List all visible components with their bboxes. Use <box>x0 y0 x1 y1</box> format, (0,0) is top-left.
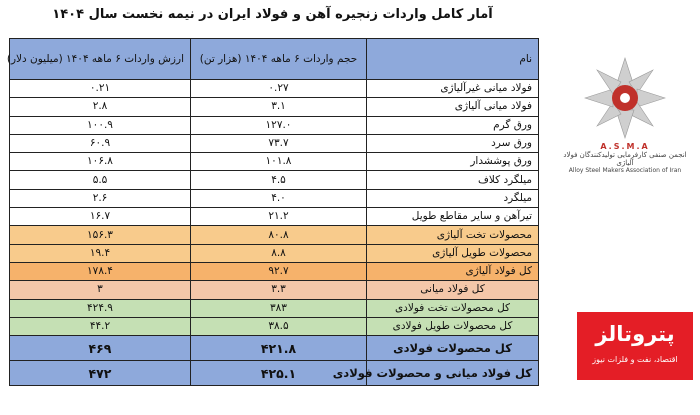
table-row <box>10 98 539 116</box>
table-row <box>10 262 539 280</box>
row-name-cell: کل محصولات فولادی <box>367 336 539 361</box>
table-row <box>10 317 539 335</box>
table-row <box>10 80 539 98</box>
header-volume: حجم واردات ۶ ماهه ۱۴۰۴ (هزار تن) <box>191 39 367 80</box>
asma-name-fa: انجمن صنفی کارفرمایی تولیدکنندگان فولاد آلیاژی <box>563 151 687 167</box>
table-header-row <box>10 39 539 80</box>
table-row <box>10 361 539 386</box>
row-value-cell: ۱۶.۷ <box>10 208 191 226</box>
row-name-cell: ورق پوششدار <box>367 153 539 171</box>
badge-name: پتروتالز <box>595 322 675 346</box>
table-row <box>10 208 539 226</box>
row-name-cell: کل محصولات طویل فولادی <box>367 317 539 335</box>
row-name-cell: کل فولاد آلیاژی <box>367 262 539 280</box>
row-name-cell: محصولات طویل آلیاژی <box>367 244 539 262</box>
row-value-cell: ۴۴.۲ <box>10 317 191 335</box>
asma-caption <box>556 142 694 174</box>
row-volume-cell: ۸۰.۸ <box>191 226 367 244</box>
row-volume-cell: ۴.۵ <box>191 171 367 189</box>
row-volume-cell: ۱۰۱.۸ <box>191 153 367 171</box>
table-row <box>10 244 539 262</box>
row-value-cell: ۲.۸ <box>10 98 191 116</box>
row-value-cell: ۴۲۴.۹ <box>10 299 191 317</box>
row-volume-cell: ۰.۲۷ <box>191 80 367 98</box>
asma-letters: A.S.M.A <box>600 142 650 151</box>
asma-name-en: Alloy Steel Makers Association of Iran <box>568 167 682 174</box>
row-value-cell: ۱۰۶.۸ <box>10 153 191 171</box>
row-volume-cell: ۹۲.۷ <box>191 262 367 280</box>
page-title: آمار کامل واردات زنجیره آهن و فولاد ایران در نیمه نخست سال ۱۴۰۴ <box>52 7 493 22</box>
row-volume-cell: ۴.۰ <box>191 189 367 207</box>
table-row <box>10 336 539 361</box>
table-row <box>10 116 539 134</box>
row-name-cell: تیرآهن و سایر مقاطع طویل <box>367 208 539 226</box>
table-row <box>10 153 539 171</box>
row-name-cell: کل فولاد میانی و محصولات فولادی <box>367 361 539 386</box>
row-volume-cell: ۸.۸ <box>191 244 367 262</box>
row-volume-cell: ۲۱.۲ <box>191 208 367 226</box>
row-value-cell: ۴۶۹ <box>10 336 191 361</box>
row-name-cell: کل فولاد میانی <box>367 281 539 299</box>
row-value-cell: ۰.۲۱ <box>10 80 191 98</box>
row-name-cell: محصولات تخت آلیاژی <box>367 226 539 244</box>
row-value-cell: ۶۰.۹ <box>10 134 191 152</box>
header-value: ارزش واردات ۶ ماهه ۱۴۰۴ (میلیون دلار) <box>10 39 191 80</box>
row-volume-cell: ۷۳.۷ <box>191 134 367 152</box>
row-name-cell: فولاد میانی غیرآلیاژی <box>367 80 539 98</box>
table-row <box>10 171 539 189</box>
row-volume-cell: ۳۸۳ <box>191 299 367 317</box>
petrotalez-badge <box>577 312 693 380</box>
table-row <box>10 134 539 152</box>
row-volume-cell: ۱۲۷.۰ <box>191 116 367 134</box>
row-value-cell: ۱۷۸.۴ <box>10 262 191 280</box>
asma-emblem-icon <box>560 50 690 150</box>
row-name-cell: کل محصولات تخت فولادی <box>367 299 539 317</box>
table-row <box>10 226 539 244</box>
row-value-cell: ۵.۵ <box>10 171 191 189</box>
badge-tagline: اقتصاد، نفت و فلزات نیوز <box>592 355 678 364</box>
header-name: نام <box>367 39 539 80</box>
row-value-cell: ۱۰۰.۹ <box>10 116 191 134</box>
row-volume-cell: ۳.۳ <box>191 281 367 299</box>
row-value-cell: ۳ <box>10 281 191 299</box>
row-name-cell: میلگرد <box>367 189 539 207</box>
table-row <box>10 189 539 207</box>
row-name-cell: فولاد میانی آلیاژی <box>367 98 539 116</box>
row-value-cell: ۲.۶ <box>10 189 191 207</box>
row-volume-cell: ۴۲۵.۱ <box>191 361 367 386</box>
row-value-cell: ۴۷۲ <box>10 361 191 386</box>
row-value-cell: ۱۹.۴ <box>10 244 191 262</box>
row-name-cell: میلگرد کلاف <box>367 171 539 189</box>
imports-table <box>6 38 539 386</box>
row-name-cell: ورق گرم <box>367 116 539 134</box>
row-volume-cell: ۴۲۱.۸ <box>191 336 367 361</box>
row-value-cell: ۱۵۶.۳ <box>10 226 191 244</box>
row-volume-cell: ۳۸.۵ <box>191 317 367 335</box>
table-row <box>10 299 539 317</box>
table-row <box>10 281 539 299</box>
row-volume-cell: ۳.۱ <box>191 98 367 116</box>
row-name-cell: ورق سرد <box>367 134 539 152</box>
